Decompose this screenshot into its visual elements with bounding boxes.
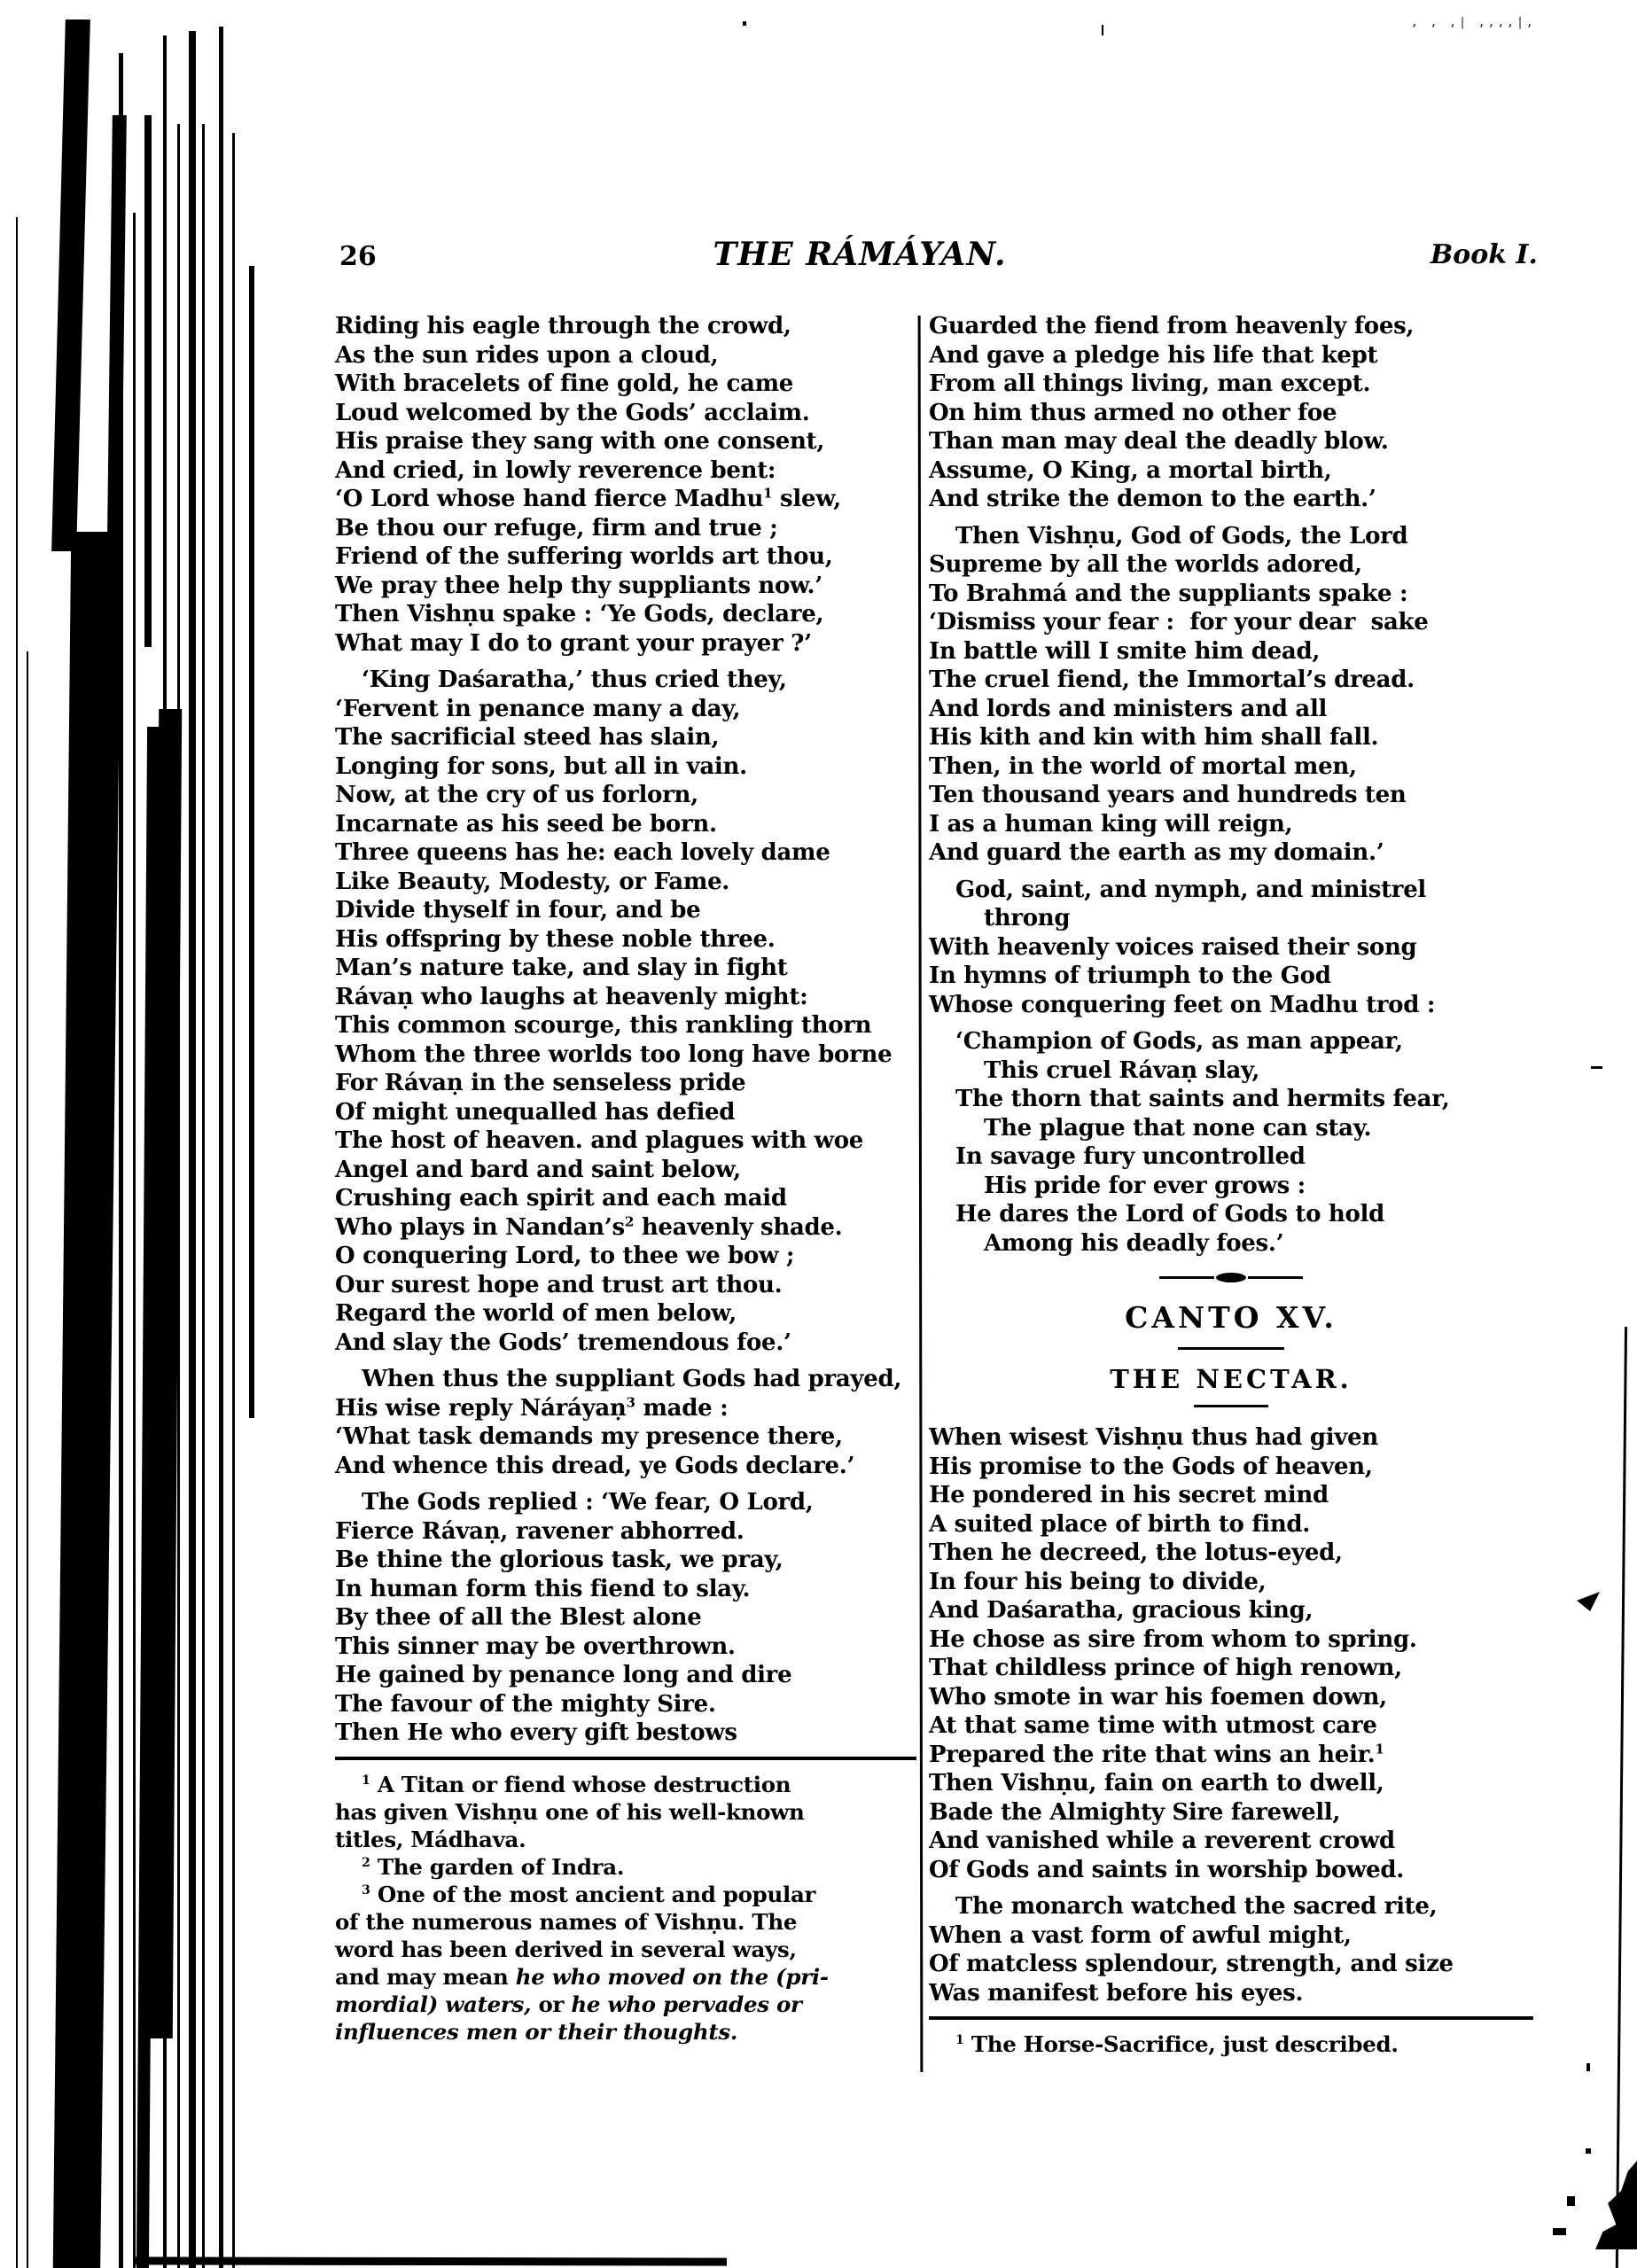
- scan-streak: [119, 53, 123, 2268]
- verse-line: With heavenly voices raised their song: [929, 933, 1417, 961]
- scan-streak: [177, 124, 180, 2268]
- verse-line: His praise they sang with one consent,: [335, 428, 825, 455]
- stanza: [929, 1423, 1533, 1884]
- verse-line: Be thine the glorious task, we pray,: [335, 1547, 783, 1573]
- verse-line: The monarch watched the sacred rite,: [955, 1893, 1438, 1920]
- verse-line: Now, at the cry of us forlorn,: [335, 782, 698, 808]
- verse-line: In human form this fiend to slay.: [335, 1575, 751, 1602]
- left-column-footnotes: [335, 1771, 916, 2046]
- verse-line: Prepared the rite that wins an heir.$^1$: [929, 1740, 1384, 1768]
- verse-line: And vanished while a reverent crowd: [929, 1828, 1395, 1854]
- verse-line: His promise to the Gods of heaven,: [929, 1453, 1373, 1480]
- verse-line: He dares the Lord of Gods to hold: [955, 1201, 1384, 1228]
- verse-line: Whom the three worlds too long have borne: [335, 1040, 893, 1068]
- verse-line: His offspring by these noble three.: [335, 925, 776, 953]
- ornament-line: [1248, 1276, 1303, 1279]
- verse-line: Then Vishṇu, God of Gods, the Lord: [955, 522, 1408, 549]
- verse-line: Like Beauty, Modesty, or Fame.: [335, 868, 730, 895]
- verse-line: Guarded the fiend from heavenly foes,: [929, 313, 1415, 339]
- verse-line: Regard the world of men below,: [335, 1300, 737, 1327]
- scan-speck: [1586, 2148, 1591, 2154]
- scan-speck: [1586, 2063, 1590, 2071]
- verse-line: ‘King Daśaratha,’ thus cried they,: [362, 666, 787, 693]
- verse-line: ‘Fervent in penance many a day,: [335, 695, 741, 722]
- verse-line: $^3$ One of the most ancient and popular: [362, 1881, 816, 1907]
- footnote-rule: [335, 1757, 916, 1760]
- verse-line: God, saint, and nymph, and ministrel: [955, 876, 1427, 903]
- verse-line: Bade the Almighty Sire farewell,: [929, 1798, 1341, 1826]
- verse-line: A suited place of birth to find.: [929, 1510, 1311, 1538]
- scan-streak: [163, 35, 167, 2268]
- verse-line: And gave a pledge his life that kept: [929, 341, 1378, 369]
- stanza: [335, 1881, 916, 2046]
- stanza: [335, 1365, 916, 1480]
- verse-line: Who smote in war his foemen down,: [929, 1683, 1387, 1711]
- verse-line: Of matcless splendour, strength, and size: [929, 1951, 1454, 1977]
- stanza: [335, 312, 916, 658]
- right-column: [929, 312, 1533, 2058]
- verse-line: Assume, O King, a mortal birth,: [929, 456, 1332, 484]
- verse-line: When a vast form of awful might,: [929, 1921, 1352, 1949]
- scan-streak: [16, 217, 18, 2268]
- verse-line: Who plays in $Nandan’s^2$ heavenly shade.: [335, 1212, 843, 1241]
- verse-line: On him thus armed no other foe: [929, 399, 1337, 426]
- verse-line: Then Vishṇu, fain on earth to dwell,: [929, 1770, 1384, 1796]
- right-column-verse-top: [929, 312, 1533, 1258]
- verse-line: titles, Mádhava.: [335, 1826, 526, 1852]
- scan-streak: [144, 115, 152, 647]
- stanza: [929, 312, 1533, 514]
- verse-line: and may mean he who moved on the (pri-: [335, 1963, 829, 1990]
- canto-heading: CANTO XV.: [1125, 1300, 1337, 1335]
- verse-line: At that same time with utmost care: [929, 1712, 1377, 1739]
- verse-line: Was manifest before his eyes.: [929, 1979, 1304, 2007]
- stanza: [335, 1488, 916, 1748]
- verse-line: Three queens has he: each lovely dame: [335, 839, 830, 866]
- verse-line: Divide thyself in four, and be: [335, 897, 701, 924]
- verse-line: From all things living, man except.: [929, 370, 1371, 397]
- scan-streak: [219, 27, 223, 2268]
- verse-line: To Brahmá and the suppliants spake :: [929, 580, 1408, 607]
- scan-streak: [133, 213, 136, 2268]
- scan-streak: [51, 19, 90, 551]
- verse-line: $^2$ The garden of Indra.: [362, 1853, 625, 1880]
- verse-line: ‘Champion of Gods, as man appear,: [955, 1028, 1403, 1055]
- verse-line: Longing for sons, but all in vain.: [335, 752, 747, 780]
- verse-line: ‘What task demands my presence there,: [335, 1423, 843, 1450]
- verse-line: Angel and bard and saint below,: [335, 1156, 741, 1183]
- verse-line: This common scourge, this rankling thorn: [335, 1012, 872, 1039]
- verse-line: Of Gods and saints in worship bowed.: [929, 1856, 1405, 1883]
- right-column-verse-bottom: [929, 1423, 1533, 2007]
- verse-line: Than man may deal the deadly blow.: [929, 428, 1389, 455]
- scan-gutter-artifact: [0, 0, 266, 2268]
- scan-streak: [189, 31, 196, 2268]
- scan-speck: [1567, 2196, 1575, 2206]
- verse-line: Crushing each spirit and each maid: [335, 1185, 787, 1212]
- heading-rule: [1178, 1347, 1284, 1350]
- verse-line: When thus the suppliant Gods had prayed,: [362, 1366, 902, 1392]
- verse-line: word has been derived in several ways,: [335, 1936, 797, 1962]
- left-column: [335, 312, 916, 2046]
- stanza: [929, 2030, 1533, 2058]
- verse-line: Fierce Rávaṇ, ravener abhorred.: [335, 1517, 744, 1545]
- verse-line: Then, in the world of mortal men,: [929, 752, 1357, 780]
- verse-line: As the sun rides upon a cloud,: [335, 341, 719, 369]
- verse-line: The thorn that saints and hermits fear,: [955, 1086, 1450, 1112]
- verse-line: I as a human king will reign,: [929, 810, 1293, 838]
- verse-line: Then He who every gift bestows: [335, 1719, 737, 1746]
- footnote-rule: [929, 2016, 1533, 2020]
- verse-line: throng: [984, 905, 1071, 931]
- verse-line: For Rávaṇ in the senseless pride: [335, 1070, 746, 1096]
- column-divider-rule: [918, 316, 924, 2072]
- verse-line: The cruel fiend, the Immortal’s dread.: [929, 666, 1415, 693]
- verse-line: O conquering Lord, to thee we bow ;: [335, 1243, 795, 1269]
- verse-line: Of might unequalled has defied: [335, 1098, 736, 1126]
- verse-line: And cried, in lowly reverence bent:: [335, 456, 776, 484]
- verse-line: He gained by penance long and dire: [335, 1662, 792, 1688]
- verse-line: ‘O Lord whose hand fierce Madhu$^1$ slew,: [335, 485, 841, 512]
- verse-line: In four his being to divide,: [929, 1568, 1267, 1595]
- verse-line: Rávaṇ who laughs at heavenly might:: [335, 983, 808, 1010]
- canto-subheading: THE NECTAR.: [1110, 1364, 1352, 1394]
- verse-line: $^1$ A Titan or fiend whose destruction: [362, 1771, 791, 1797]
- stanza: [335, 1853, 916, 1881]
- verse-line: $^1$ The Horse-Sacrifice, just described.: [955, 2031, 1399, 2057]
- page-number: 26: [339, 241, 377, 272]
- verse-line: of the numerous names of Vishṇu. The: [335, 1908, 798, 1935]
- right-column-footnotes: [929, 2030, 1533, 2058]
- ornament-diamond: [1216, 1273, 1246, 1282]
- verse-line: The Gods replied : ‘We fear, O Lord,: [362, 1489, 814, 1516]
- scan-bottom-smear: [133, 2256, 727, 2265]
- stanza: [929, 522, 1533, 868]
- scan-blot: [1577, 1592, 1600, 1611]
- verse-line: Incarnate as his seed be born.: [335, 810, 717, 838]
- subheading-rule: [1194, 1405, 1268, 1407]
- scan-speck: [743, 21, 746, 26]
- section-divider-ornament: [929, 1272, 1533, 1282]
- verse-line: Supreme by all the worlds adored,: [929, 551, 1362, 578]
- verse-line: And guard the earth as my domain.’: [929, 839, 1384, 866]
- verse-line: Loud welcomed by the Gods’ acclaim.: [335, 399, 810, 426]
- verse-line: In savage fury uncontrolled: [955, 1143, 1306, 1170]
- scan-edge-line: [1616, 1327, 1627, 2268]
- stanza: [929, 1027, 1533, 1258]
- verse-line: In hymns of triumph to the God: [929, 963, 1331, 989]
- verse-line: influences men or their thoughts.: [335, 2018, 738, 2045]
- scan-streak: [27, 651, 28, 2268]
- verse-line: Man’s nature take, and slay in fight: [335, 955, 788, 981]
- verse-line: Riding his eagle through the crowd,: [335, 313, 791, 339]
- stanza: [929, 1892, 1533, 2007]
- stanza: [335, 666, 916, 1357]
- verse-line: By thee of all the Blest alone: [335, 1604, 702, 1631]
- verse-line: He pondered in his secret mind: [929, 1482, 1329, 1508]
- verse-line: The host of heaven. and plagues with woe: [335, 1127, 864, 1154]
- scan-streak: [232, 133, 235, 2268]
- verse-line: Our surest hope and trust art thou.: [335, 1271, 783, 1298]
- verse-line: And slay the Gods’ tremendous foe.’: [335, 1329, 791, 1356]
- verse-line: The plague that none can stay.: [984, 1114, 1372, 1142]
- scan-speck-text: , , ,| ,,,,|,: [1411, 16, 1536, 29]
- verse-line: Ten thousand years and hundreds ten: [929, 782, 1407, 808]
- ornament-line: [1159, 1276, 1214, 1279]
- verse-line: Friend of the suffering worlds art thou,: [335, 543, 833, 570]
- verse-line: Then Vishṇu spake : ‘Ye Gods, declare,: [335, 601, 824, 627]
- verse-line: The favour of the mighty Sire.: [335, 1690, 716, 1718]
- running-title: THE RÁMÁYAN.: [713, 236, 1007, 273]
- verse-line: His kith and kin with him shall fall.: [929, 724, 1379, 751]
- verse-line: That childless prince of high renown,: [929, 1655, 1402, 1681]
- verse-line: In battle will I smite him dead,: [929, 637, 1321, 665]
- verse-line: With bracelets of fine gold, he came: [335, 370, 794, 397]
- scan-speck: [1591, 1066, 1602, 1069]
- verse-line: And strike the demon to the earth.’: [929, 486, 1376, 512]
- verse-line: He chose as sire from whom to spring.: [929, 1625, 1417, 1653]
- verse-line: mordial) waters, or he who pervades or: [335, 1991, 802, 2017]
- verse-line: When wisest Vishṇu thus had given: [929, 1424, 1378, 1451]
- verse-line: has given Vishṇu one of his well-known: [335, 1798, 805, 1825]
- scan-speck: [1553, 2228, 1566, 2235]
- verse-line: His wise reply Náráyaṇ$^3$ made :: [335, 1393, 729, 1422]
- verse-line: And Daśaratha, gracious king,: [929, 1597, 1313, 1624]
- verse-line: And whence this dread, ye Gods declare.’: [335, 1452, 855, 1479]
- left-column-verse: [335, 312, 916, 1748]
- book-label: Book I.: [1430, 239, 1538, 270]
- verse-line: And lords and ministers and all: [929, 695, 1328, 722]
- stanza: [929, 876, 1533, 1020]
- verse-line: Whose conquering feet on Madhu trod :: [929, 991, 1436, 1018]
- verse-line: Be thou our refuge, firm and true ;: [335, 514, 778, 542]
- verse-line: Then he decreed, the lotus-eyed,: [929, 1539, 1343, 1566]
- scan-speck: [1102, 25, 1103, 35]
- verse-line: This cruel Rávaṇ slay,: [984, 1056, 1260, 1084]
- stanza: [335, 1771, 916, 1853]
- verse-line: ‘Dismiss your fear : for your dear sake: [929, 609, 1429, 635]
- verse-line: This sinner may be overthrown.: [335, 1633, 736, 1660]
- verse-line: His pride for ever grows :: [984, 1172, 1306, 1199]
- verse-line: We pray thee help thy suppliants now.’: [335, 572, 823, 599]
- verse-line: Among his deadly foes.’: [984, 1229, 1284, 1257]
- scan-streak: [249, 266, 254, 1418]
- verse-line: The sacrificial steed has slain,: [335, 724, 720, 751]
- verse-line: What may I do to grant your prayer ?’: [335, 629, 812, 657]
- scan-streak: [202, 124, 205, 2268]
